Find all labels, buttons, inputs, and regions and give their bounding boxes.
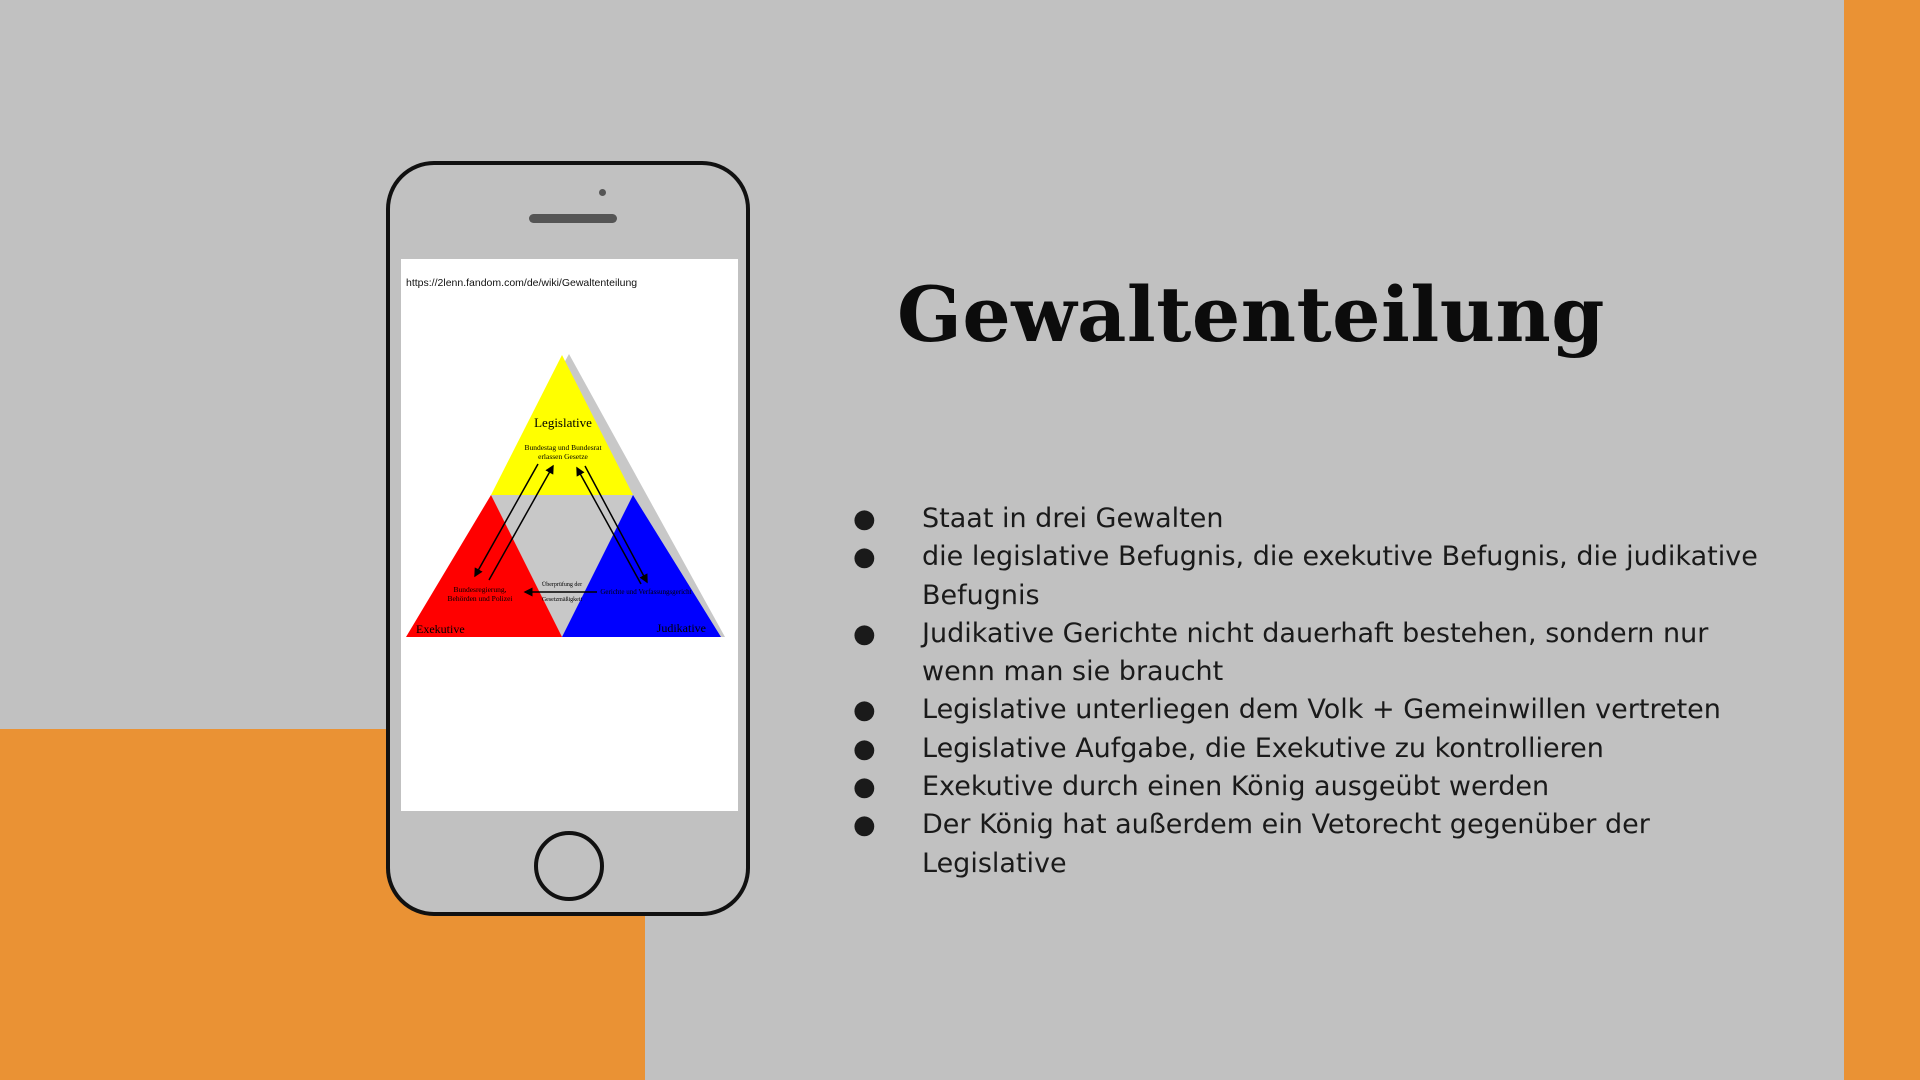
- bullet-icon: ●: [853, 733, 876, 764]
- bullet-icon: ●: [853, 772, 876, 803]
- bullet-text: Legislative: [922, 847, 1067, 879]
- bullet-icon: ●: [853, 618, 876, 649]
- phone-screen: [401, 259, 738, 811]
- list-item: [853, 538, 1838, 615]
- bullet-text: Legislative Aufgabe, die Exekutive zu kontrollieren: [922, 732, 1604, 764]
- list-item: [853, 768, 1838, 806]
- center-arrow-line1: Überprüfung der: [541, 582, 583, 588]
- slide-title: Gewaltenteilung: [897, 270, 1605, 359]
- source-url: https://2lenn.fandom.com/de/wiki/Gewaltenteilung: [406, 277, 638, 289]
- phone-speaker-icon: [529, 214, 617, 223]
- executive-label: Exekutive: [416, 622, 465, 636]
- bullet-icon: ●: [853, 542, 876, 573]
- judicative-label: Judikative: [656, 621, 706, 635]
- list-item: [853, 691, 1838, 729]
- center-arrow-line2: Gesetzmäßigkeit: [541, 597, 583, 603]
- phone-home-button-icon: [534, 831, 604, 901]
- list-item: [853, 500, 1838, 538]
- bullet-icon: ●: [853, 695, 876, 726]
- bullet-text: Legislative unterliegen dem Volk + Gemeinwillen vertreten: [922, 694, 1721, 726]
- phone-mockup: [386, 161, 750, 916]
- judicative-desc: Gerichte und Verfassungsgericht: [600, 588, 692, 596]
- orange-accent-right: [1844, 0, 1920, 1080]
- list-item: [853, 806, 1838, 883]
- separation-of-powers-diagram: [401, 354, 738, 654]
- bullet-text: Befugnis: [922, 579, 1040, 611]
- list-item: [853, 730, 1838, 768]
- legislative-desc-line2: erlassen Gesetze: [538, 452, 588, 461]
- bullet-text: Judikative Gerichte nicht dauerhaft bestehen, sondern nur: [922, 617, 1709, 649]
- bullet-text: Exekutive durch einen König ausgeübt werden: [922, 771, 1550, 803]
- bullet-icon: ●: [853, 504, 876, 534]
- bullet-text: wenn man sie braucht: [922, 656, 1224, 688]
- bullet-icon: ●: [853, 810, 876, 841]
- bullet-list: [853, 500, 1838, 883]
- bullet-text: Staat in drei Gewalten: [922, 503, 1224, 534]
- bullet-text: die legislative Befugnis, die exekutive Befugnis, die judikative: [922, 541, 1758, 573]
- list-item: [853, 615, 1838, 692]
- phone-camera-icon: [599, 189, 606, 196]
- executive-desc-line2: Behörden und Polizei: [447, 594, 513, 603]
- legislative-label: Legislative: [534, 415, 592, 430]
- bullet-text: Der König hat außerdem ein Vetorecht gegenüber der: [922, 809, 1650, 841]
- executive-desc-line1: Bundesregierung,: [453, 585, 507, 594]
- legislative-desc-line1: Bundestag und Bundesrat: [524, 443, 602, 452]
